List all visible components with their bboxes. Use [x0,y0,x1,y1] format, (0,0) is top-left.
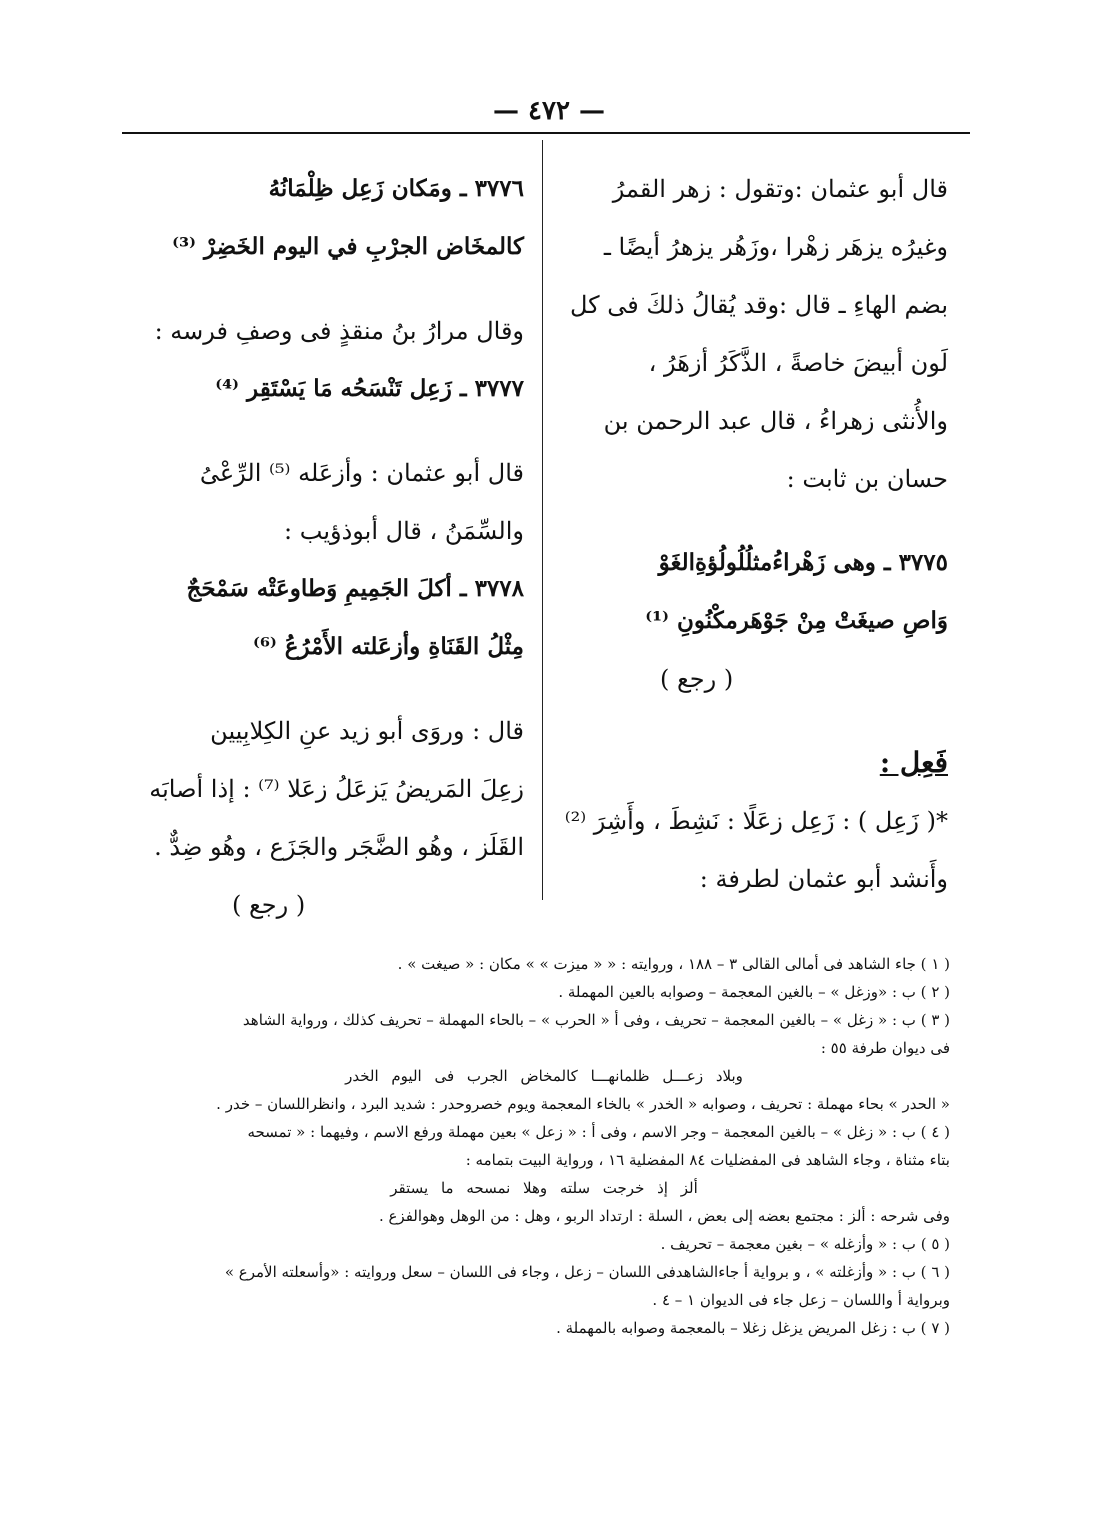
text-line: القَلَز ، وهُو الضَّجَر والجَزَع ، وهُو ضِدٌّ . [154,833,524,861]
text-line: وأَنشد أبو عثمان لطرفة : [699,865,948,893]
verse-line: كالمخَاض الجرْبِ في اليوم الخَضِرْ ⁽³⁾ [172,233,524,260]
footnote: ( ٦ ) ب : « وأزغلته » ، و برواية أ جاءالشاهدفى اللسان – زعل ، وجاء فى اللسان – سعل وروايته : «وأسعلته الأمرع » [224,1263,950,1281]
verse-reference: ( رجع ) [660,665,734,693]
text-line: قال أبو عثمان :وتقول : زهر القمرُ [612,175,948,203]
footnote: وبرواية أ واللسان – زعل جاء فى الديوان ١ – ٤ . [652,1291,950,1309]
footnote: فى ديوان طرفة ٥٥ : [820,1039,950,1057]
left-column [132,160,524,934]
page-number: — ٤٧٢ — [492,96,606,126]
text-line: قال أبو عثمان : وأزعَله ⁽⁵⁾ الرِّعْىُ [199,459,524,487]
footnote: ( ٥ ) ب : « وأزغله » – بغين معجمة – تحريف . [660,1235,950,1253]
entry-line: *( زَعِل ) : زَعِل زعَلًا : نَشِطَ ، وأَشِرَ ⁽²⁾ [564,807,948,835]
verse-reference: ( رجع ) [232,891,306,919]
text-line: بضم الهاءِ ـ قال :وقد يُقالُ ذلكَ فى كل [569,291,948,319]
footnote-verse: ألز إذ خرجت سلته وهلا نمسحه ما يستقر [390,1179,698,1197]
footnote: بتاء مثناة ، وجاء الشاهد فى المفضليات ٨٤ المفضلية ١٦ ، ورواية البيت بتمامه : [465,1151,950,1169]
section-heading: فَعِل : [879,746,948,779]
footnote: ( ٤ ) ب : « زغل » – بالغين المعجمة – وجر الاسم ، وفى أ : « زعل » بعين مهملة ورفع الاسم ، وفيهما : « تمسحه [247,1123,950,1141]
footnote: ( ١ ) جاء الشاهد فى أمالى القالى ٣ – ١٨٨ ، وروايته : « « ميزت » » مكان : « صيغت » . [397,955,950,973]
text-line: قال : وروَى أبو زيد عنِ الكِلابِيين [210,717,524,745]
text-line: والسِّمَنُ ، قال أبوذؤيب : [284,517,524,545]
footnote: ( ٢ ) ب : «وزغل » – بالغين المعجمة – وصوابه بالعين المهملة . [558,983,950,1001]
text-line: حسان بن ثابت : [786,465,948,493]
footnote: ( ٣ ) ب : « زغل » – بالغين المعجمة – تحريف ، وفى أ « الحرب » – بالحاء المهملة – تحريف كذلك ، ورواية الشاهد [242,1011,950,1029]
verse-line: ٣٧٧٦ ـ ومَكان زَعِل ظِلْمَانُهُ [268,175,524,202]
footnote: ( ٧ ) ب : زغل المريض يزغل زغلا – بالمعجمة وصوابه بالمهملة . [556,1319,950,1337]
verse-line: وَاصِ صيغَتْ مِنْ جَوْهَرمكْنُونِ ⁽¹⁾ [645,607,948,634]
text-line: والأُنثى زهراءُ ، قال عبد الرحمن بن [603,407,948,435]
verse-line: ٣٧٧٥ ـ وهى زَهْراءُمثلُلُولُؤةِالغَوْ [658,549,948,576]
text-line: وغيرُه يزهَر زهْرا ،وزَهُر يزهرُ أيضًا ـ [603,233,948,261]
verse-line: ٣٧٧٨ ـ أكلَ الجَمِيمِ وَطاوعَتْه سَمْحَجٌ [186,575,524,602]
verse-line: مِثْلُ القَنَاةِ وأزعَلته الأَمْرُعُ ⁽⁶⁾ [253,633,524,660]
footnotes [138,950,950,1342]
verse-line: ٣٧٧٧ ـ زَعِل تَنْسَحُه مَا يَسْتَقِر ⁽⁴⁾ [215,375,524,402]
text-line: وقال مرارُ بنُ منقذٍ فى وصفِ فرسه : [154,317,524,345]
text-line: زعِلَ المَريضُ يَزعَلُ زعَلا ⁽⁷⁾ : إذا أصابَه [149,775,524,803]
footnote: وفى شرحه : ألز : مجتمع بعضه إلى بعض ، السلة : ارتداد الربو ، وهل : من الوهل وهوالفزع . [378,1207,950,1225]
text-line: لَون أبيضَ خاصةً ، الذَّكَرُ أزهَرُ ، [648,349,948,377]
footnote: « الحدر » بحاء مهملة : تحريف ، وصوابه « الخدر » بالخاء المعجمة ويوم خصروحدر : شديد البرد ، وانظراللسان – خدر . [216,1095,950,1113]
footnote-verse: وبلاد زعـــل ظلمانهـــا كالمخاض الجرب فى اليوم الخدر [345,1067,743,1085]
column-divider [542,140,543,900]
header-rule [122,132,970,134]
right-column [560,160,948,908]
